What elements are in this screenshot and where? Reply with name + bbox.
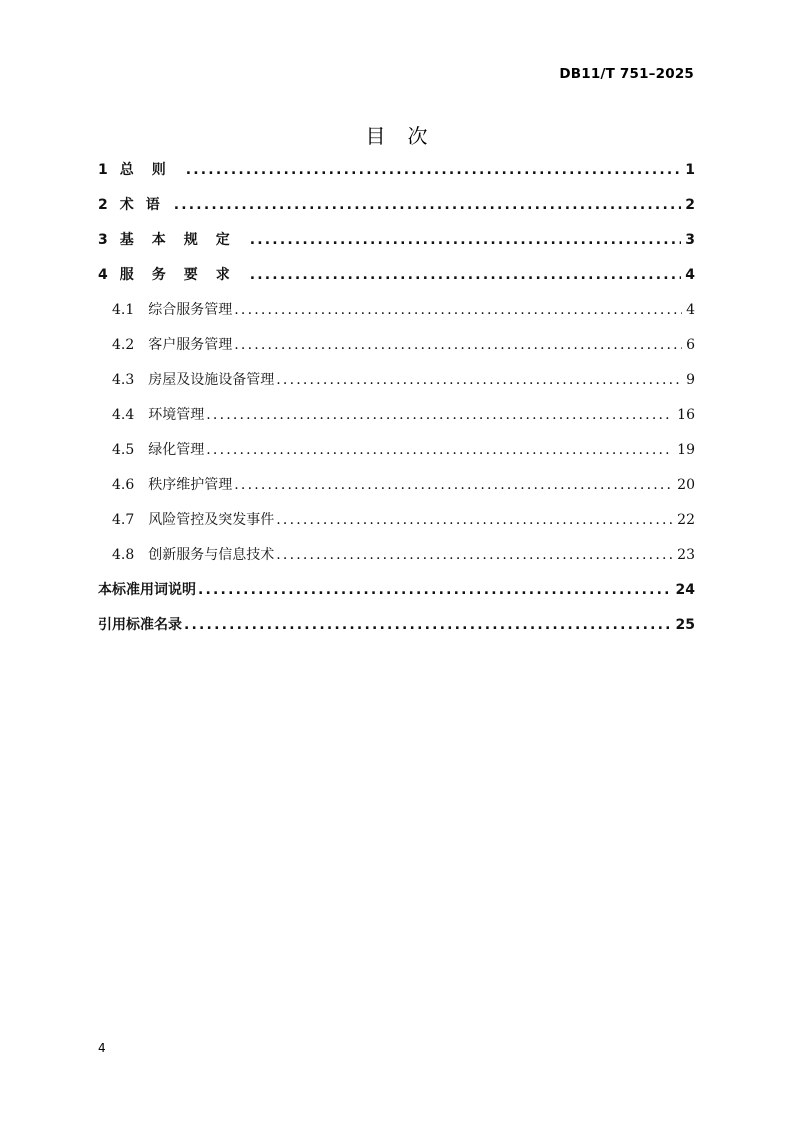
toc-entry-number: 4 — [98, 267, 108, 283]
toc-entry-2[interactable] — [98, 188, 695, 223]
toc-entry-title: 本标准用词说明 — [98, 582, 196, 598]
toc-entry-4-7[interactable] — [98, 503, 695, 538]
toc-entry-title: 创新服务与信息技术 — [148, 547, 275, 563]
toc-leader-dots — [234, 328, 682, 363]
toc-entry-page: 16 — [677, 407, 695, 423]
toc-entry-page: 22 — [677, 512, 695, 528]
toc-leader-dots — [250, 258, 682, 293]
toc-entry-page: 3 — [685, 232, 695, 248]
toc-entry-page: 4 — [685, 267, 695, 283]
toc-entry-number: 4.6 — [112, 477, 135, 493]
toc-entry-3[interactable] — [98, 223, 695, 258]
toc-leader-dots — [234, 293, 682, 328]
toc-entry-title: 基本规定 — [119, 232, 248, 248]
toc-entry-4-4[interactable] — [98, 398, 695, 433]
toc-entry-title: 服务要求 — [119, 267, 248, 283]
toc-entry-number: 4.3 — [112, 372, 135, 388]
toc-entry-page: 6 — [686, 337, 695, 353]
toc-entry-number: 4.7 — [112, 512, 135, 528]
toc-entry-title: 引用标准名录 — [98, 617, 182, 633]
toc-entry-page: 9 — [686, 372, 695, 388]
toc-title: 目次 — [365, 124, 450, 148]
toc-entry-4-1[interactable] — [98, 293, 695, 328]
toc-entry-1[interactable] — [98, 153, 695, 188]
toc-entry-4[interactable] — [98, 258, 695, 293]
toc-leader-dots — [198, 573, 672, 608]
toc-entry-title: 总则 — [119, 162, 184, 178]
toc-entry-number: 3 — [98, 232, 108, 248]
toc-leader-dots — [276, 538, 673, 573]
toc-entry-title: 环境管理 — [148, 407, 205, 423]
toc-leader-dots — [234, 468, 673, 503]
toc-entry-number: 4.8 — [112, 547, 135, 563]
toc-entry-referenced-standards[interactable] — [98, 608, 695, 643]
toc-entry-4-6[interactable] — [98, 468, 695, 503]
toc-leader-dots — [174, 188, 682, 223]
toc-entry-wording-explanation[interactable] — [98, 573, 695, 608]
toc-entry-number: 4.5 — [112, 442, 135, 458]
toc-entry-4-8[interactable] — [98, 538, 695, 573]
toc-entry-number: 4.2 — [112, 337, 135, 353]
toc-entry-title: 客户服务管理 — [148, 337, 233, 353]
toc-entry-page: 4 — [686, 302, 695, 318]
toc-leader-dots — [206, 398, 673, 433]
toc-entry-page: 23 — [677, 547, 695, 563]
toc-leader-dots — [186, 153, 682, 188]
toc-leader-dots — [250, 223, 682, 258]
toc-entry-number: 1 — [98, 162, 108, 178]
toc-entry-page: 24 — [675, 582, 695, 598]
table-of-contents — [98, 153, 695, 643]
toc-entry-4-3[interactable] — [98, 363, 695, 398]
footer-page-number: 4 — [98, 1041, 106, 1055]
toc-entry-page: 19 — [677, 442, 695, 458]
toc-entry-title: 绿化管理 — [148, 442, 205, 458]
toc-leader-dots — [184, 608, 672, 643]
toc-entry-4-2[interactable] — [98, 328, 695, 363]
toc-entry-page: 2 — [685, 197, 695, 213]
toc-entry-page: 25 — [675, 617, 695, 633]
toc-entry-title: 综合服务管理 — [148, 302, 233, 318]
toc-entry-number: 2 — [98, 197, 108, 213]
document-code: DB11/T 751–2025 — [559, 66, 694, 82]
toc-entry-page: 1 — [685, 162, 695, 178]
toc-entry-4-5[interactable] — [98, 433, 695, 468]
toc-entry-title: 秩序维护管理 — [148, 477, 233, 493]
toc-entry-title: 术语 — [119, 197, 172, 213]
toc-leader-dots — [276, 503, 673, 538]
toc-leader-dots — [206, 433, 673, 468]
toc-leader-dots — [276, 363, 682, 398]
toc-entry-number: 4.1 — [112, 302, 135, 318]
toc-entry-title: 风险管控及突发事件 — [148, 512, 275, 528]
toc-entry-number: 4.4 — [112, 407, 135, 423]
toc-entry-title: 房屋及设施设备管理 — [148, 372, 275, 388]
toc-entry-page: 20 — [677, 477, 695, 493]
